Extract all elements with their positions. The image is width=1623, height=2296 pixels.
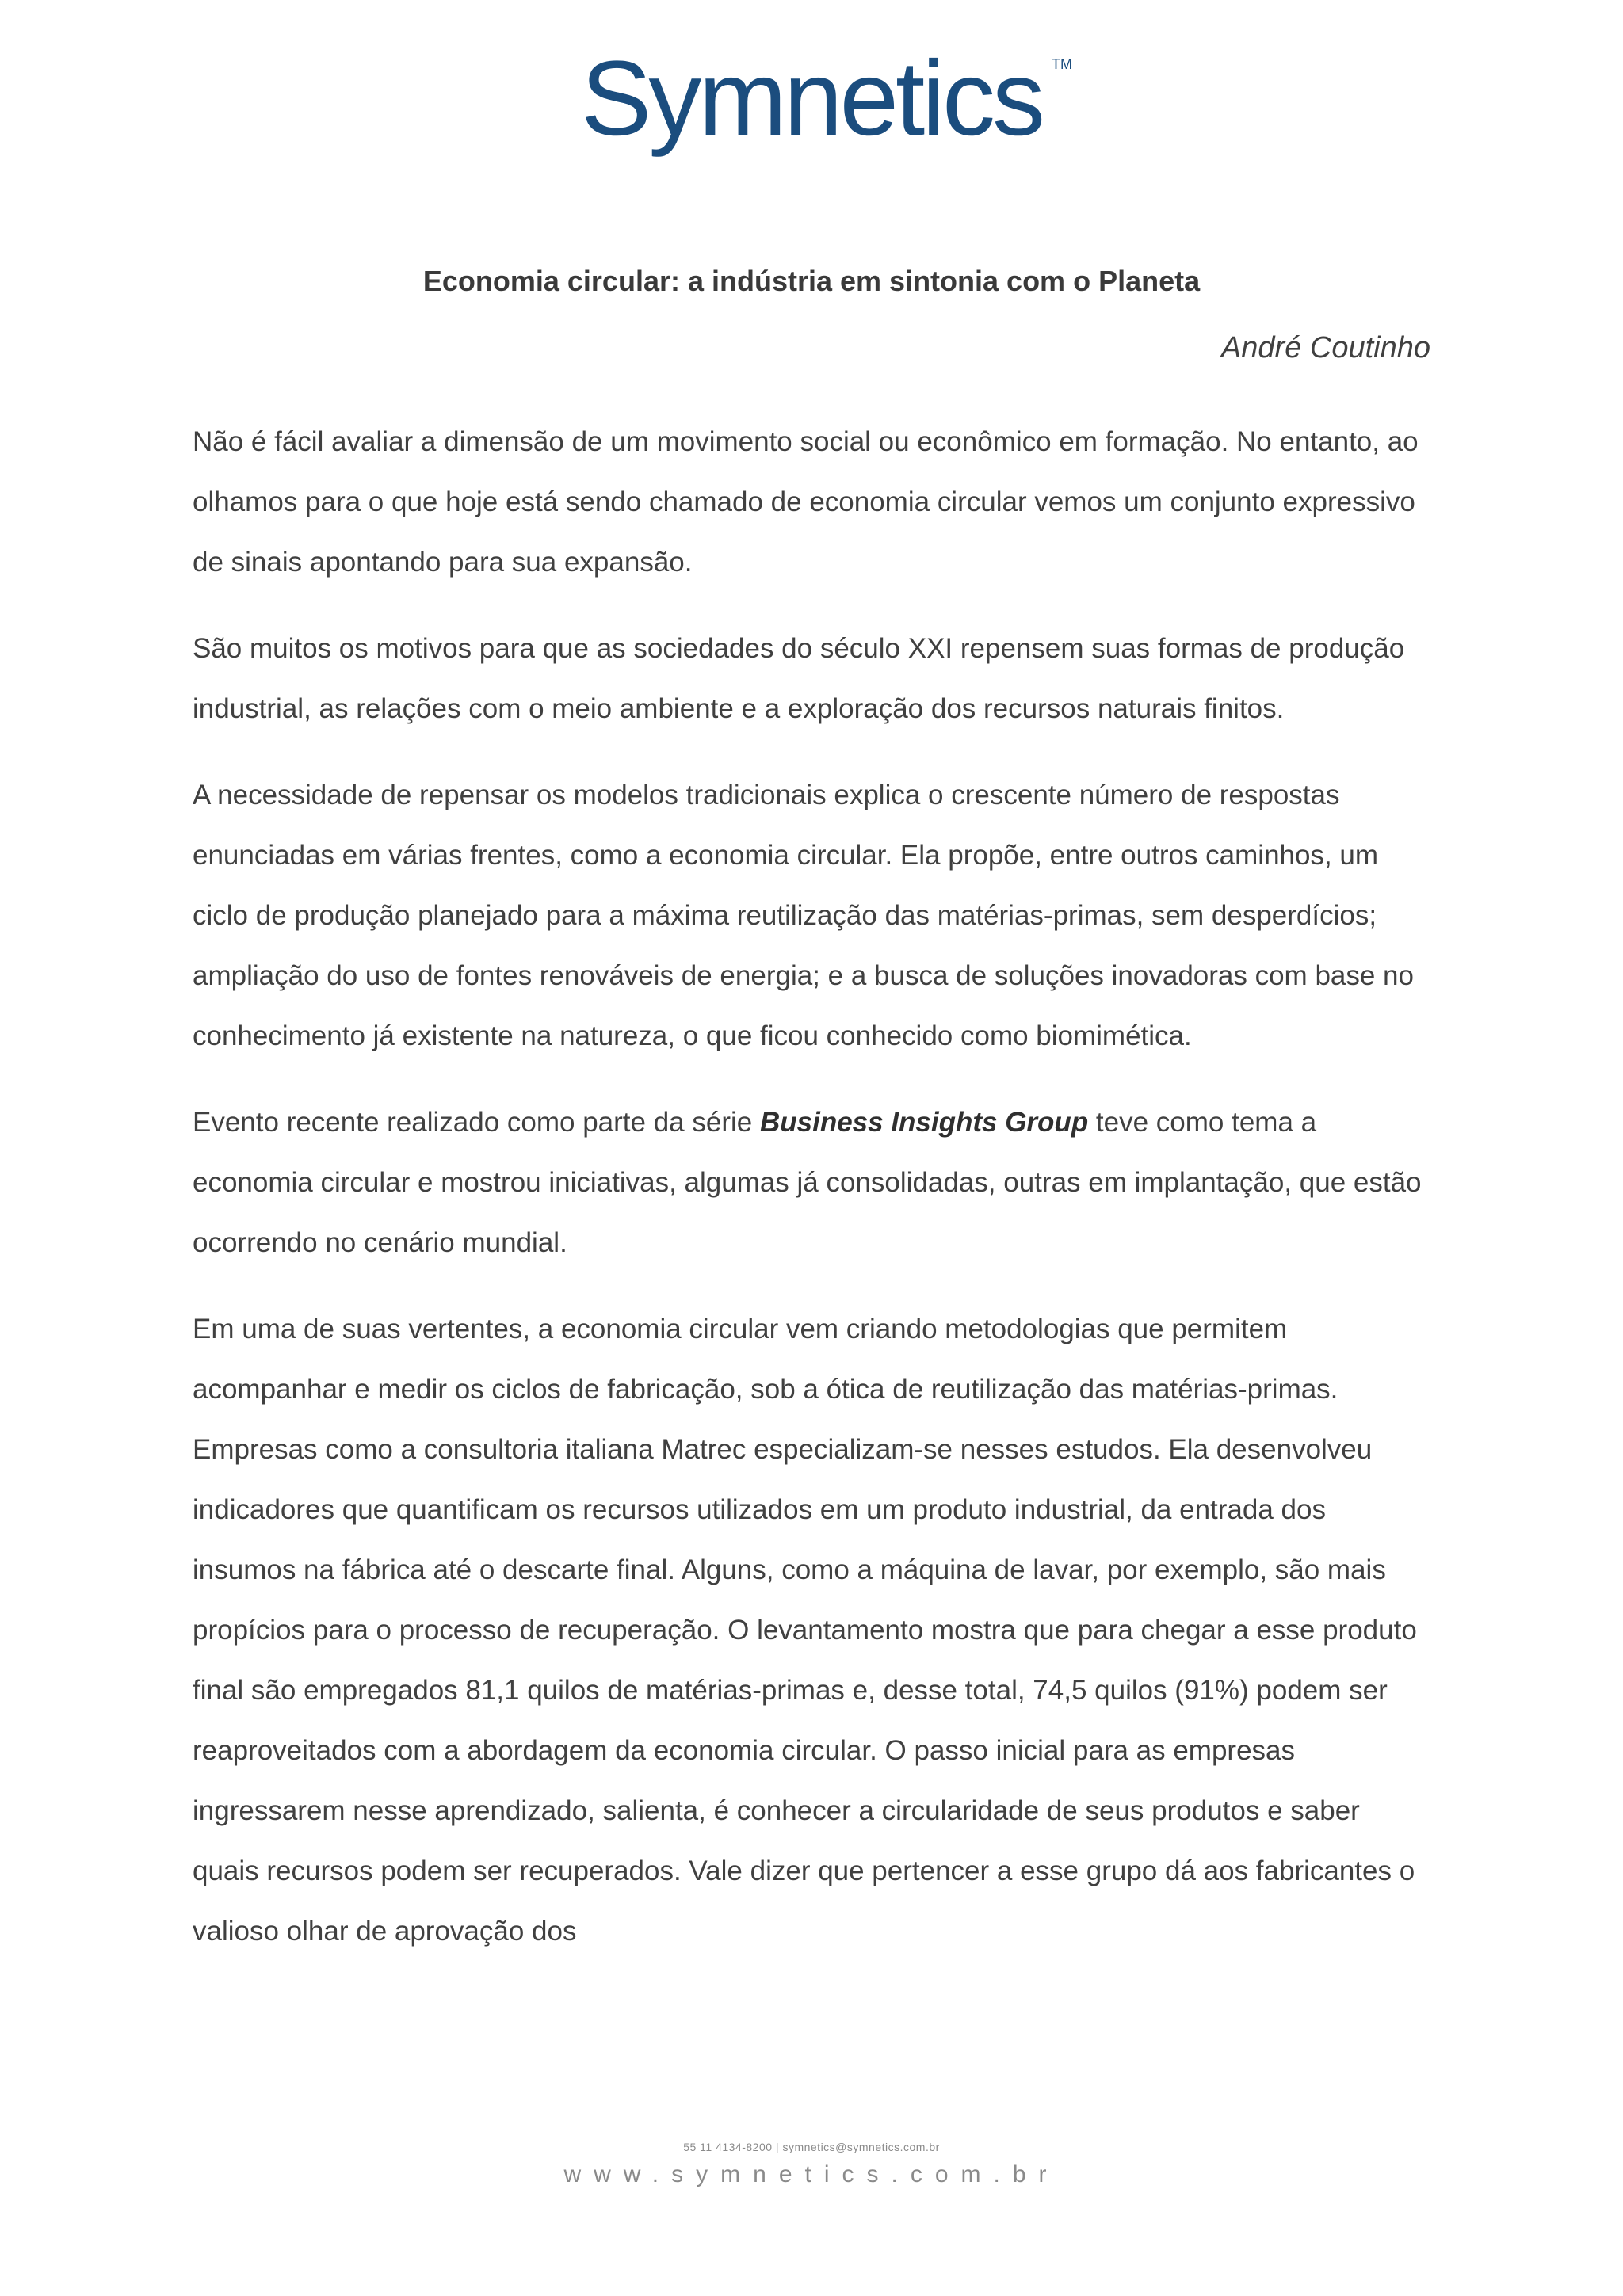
paragraph-4 <box>193 1093 1433 1273</box>
logo-text: Symnetics <box>580 40 1043 158</box>
article-author: André Coutinho <box>1220 331 1430 364</box>
paragraph-4-after: teve como tema a economia circular e mostrou iniciativas, algumas já consolidadas, outras em implantação, que estão ocorrendo no cenário mundial. <box>193 1107 1422 1258</box>
footer-url: www.symnetics.com.br <box>563 2161 1060 2187</box>
logo-wordmark <box>580 40 1073 158</box>
paragraph-3: A necessidade de repensar os modelos tradicionais explica o crescente número de respostas enunciadas em várias frentes, como a economia circular. Ela propõe, entre outros caminhos, um ciclo de produção planejado para a máxima reutilização das matérias-primas, sem desperdícios; ampliação do uso de fontes renováveis de energia; e a busca de soluções inovadoras com base no conhecimento já existente na natureza, o que ficou conhecido como biomimética. <box>193 780 1414 1051</box>
footer-contact: 55 11 4134-8200 | symnetics@symnetics.com.br <box>683 2141 940 2153</box>
article-title: Economia circular: a indústria em sintonia com o Planeta <box>422 265 1201 297</box>
business-insights-group-emphasis: Business Insights Group <box>759 1107 1089 1138</box>
symnetics-logo <box>0 40 1623 158</box>
paragraph-5: Em uma de suas vertentes, a economia circular vem criando metodologias que permitem acompanhar e medir os ciclos de fabricação, sob a ótica de reutilização das matérias-primas. Empresas como a consultoria italiana Matrec especializam-se nesses estudos. Ela desenvolveu indicadores que quantificam os recursos utilizados em um produto industrial, da entrada dos insumos na fábrica até o descarte final. Alguns, como a máquina de lavar, por exemplo, são mais propícios para o processo de recuperação. O levantamento mostra que para chegar a esse produto final são empregados 81,1 quilos de matérias-primas e, desse total, 74,5 quilos (91%) podem ser reaproveitados com a abordagem da economia circular. O passo inicial para as empresas ingressarem nesse aprendizado, salienta, é conhecer a circularidade de seus produtos e saber quais recursos podem ser recuperados. Vale dizer que pertencer a esse grupo dá aos fabricantes o valioso olhar de aprovação dos <box>193 1314 1417 1947</box>
paragraph-2: São muitos os motivos para que as sociedades do século XXI repensem suas formas de produção industrial, as relações com o meio ambiente e a exploração dos recursos naturais finitos. <box>193 633 1405 724</box>
paragraph-4-before: Evento recente realizado como parte da série <box>193 1107 760 1138</box>
article-body <box>193 412 1433 1988</box>
paragraph-1: Não é fácil avaliar a dimensão de um movimento social ou econômico em formação. No entanto, ao olhamos para o que hoje está sendo chamado de economia circular vemos um conjunto expressivo de sinais apontando para sua expansão. <box>193 426 1419 578</box>
logo-trademark: TM <box>1052 56 1073 72</box>
